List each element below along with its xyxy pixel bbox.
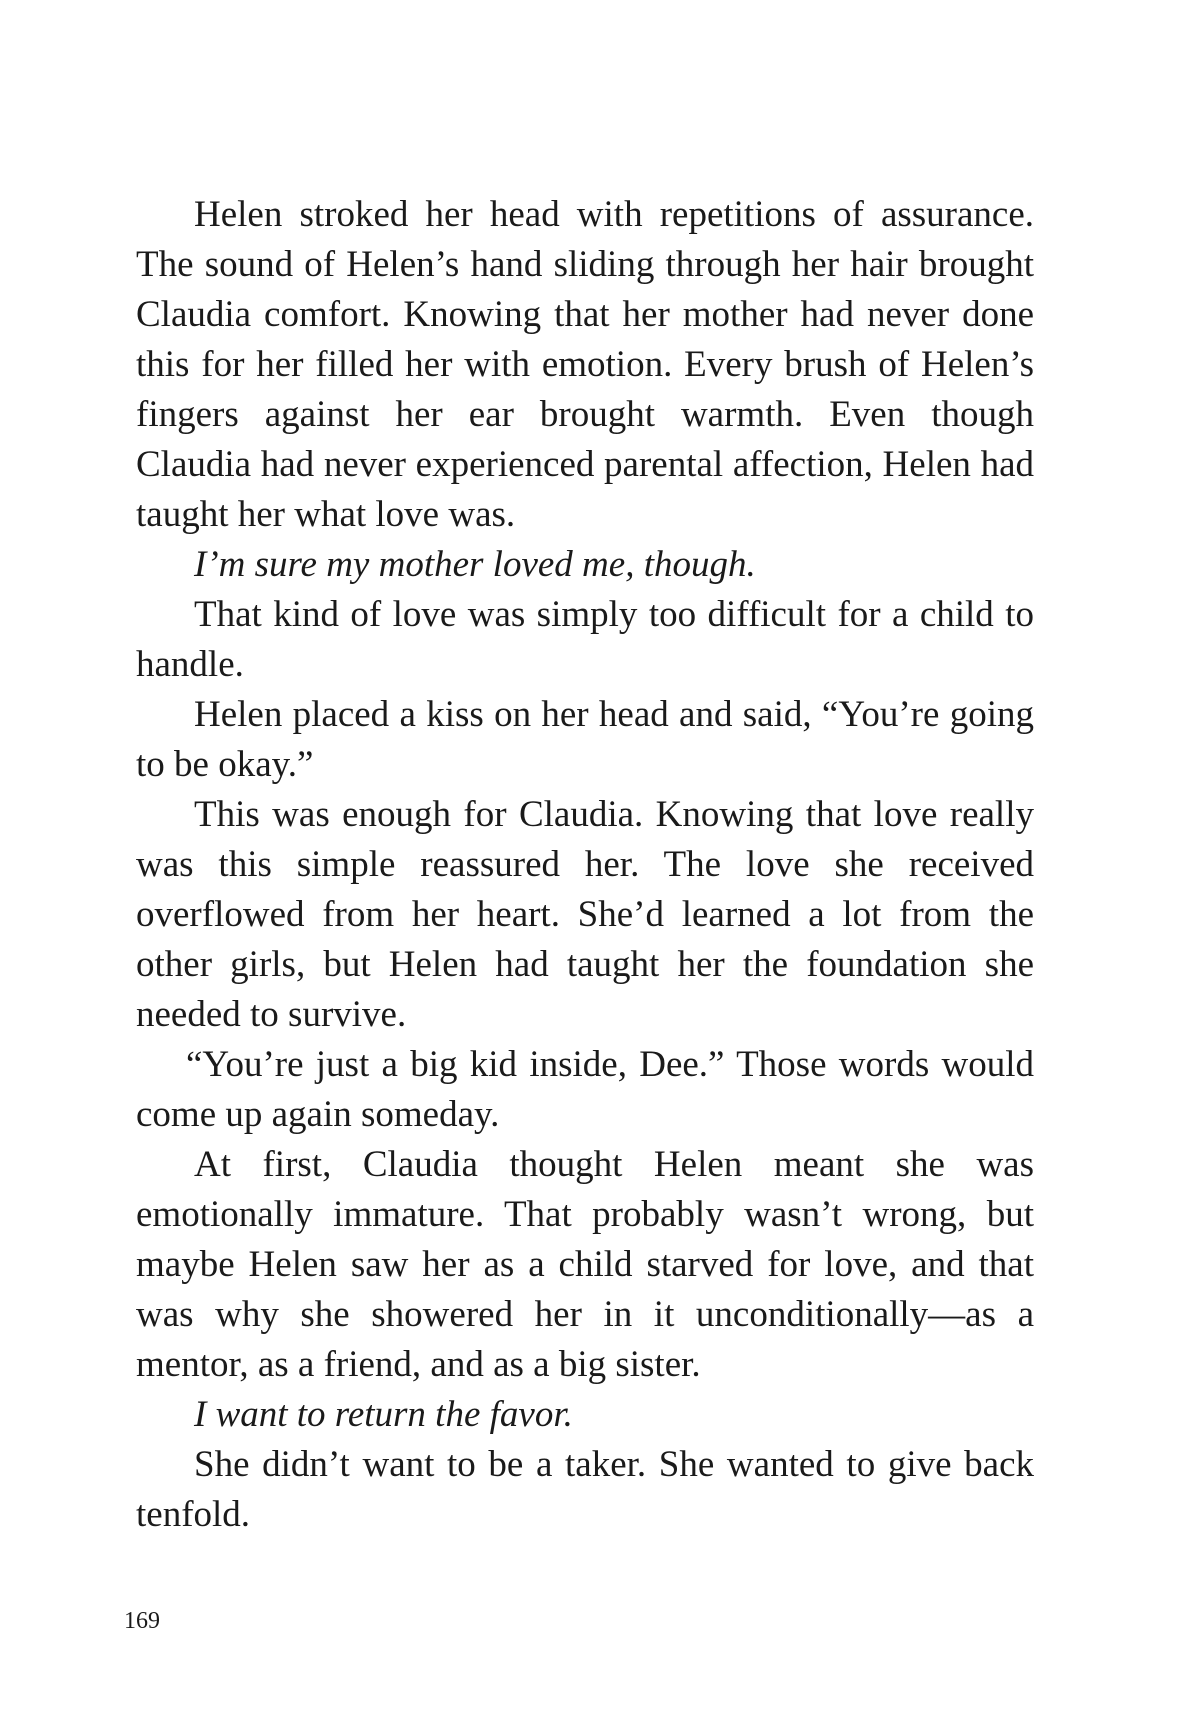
paragraph-9: She didn’t want to be a taker. She wanted to give back tenfold.	[136, 1444, 1034, 1535]
paragraph-3: That kind of love was simply too difficult for a child to handle.	[136, 594, 1034, 685]
paragraph-6: “You’re just a big kid inside, Dee.” Those words would come up again someday.	[136, 1044, 1034, 1135]
paragraph-4: Helen placed a kiss on her head and said, “You’re going to be okay.”	[136, 694, 1034, 785]
paragraph-2-thought: I’m sure my mother loved me, though.	[194, 544, 756, 585]
paragraph-5: This was enough for Claudia. Knowing that love really was this simple reassured her. The love she received overflowed from her heart. She’d learned a lot from the other girls, but Helen had taught her the foundation she needed to survive.	[136, 794, 1034, 1035]
paragraph-1: Helen stroked her head with repetitions of assurance. The sound of Helen’s hand sliding through her hair brought Claudia comfort. Knowing that her mother had never done this for her filled her with emotion. Every brush of Helen’s fingers against her ear brought warmth. Even though Claudia had never experienced parental affection, Helen had taught her what love was.	[136, 194, 1034, 535]
paragraph-8-thought: I want to return the favor.	[194, 1394, 573, 1435]
page-number: 169	[124, 1608, 160, 1634]
paragraph-7: At first, Claudia thought Helen meant she was emotionally immature. That probably wasn’t wrong, but maybe Helen saw her as a child starved for love, and that was why she showered her in it unconditionally—as a mentor, as a friend, and as a big sister.	[136, 1144, 1034, 1385]
body-text	[136, 190, 1034, 1540]
